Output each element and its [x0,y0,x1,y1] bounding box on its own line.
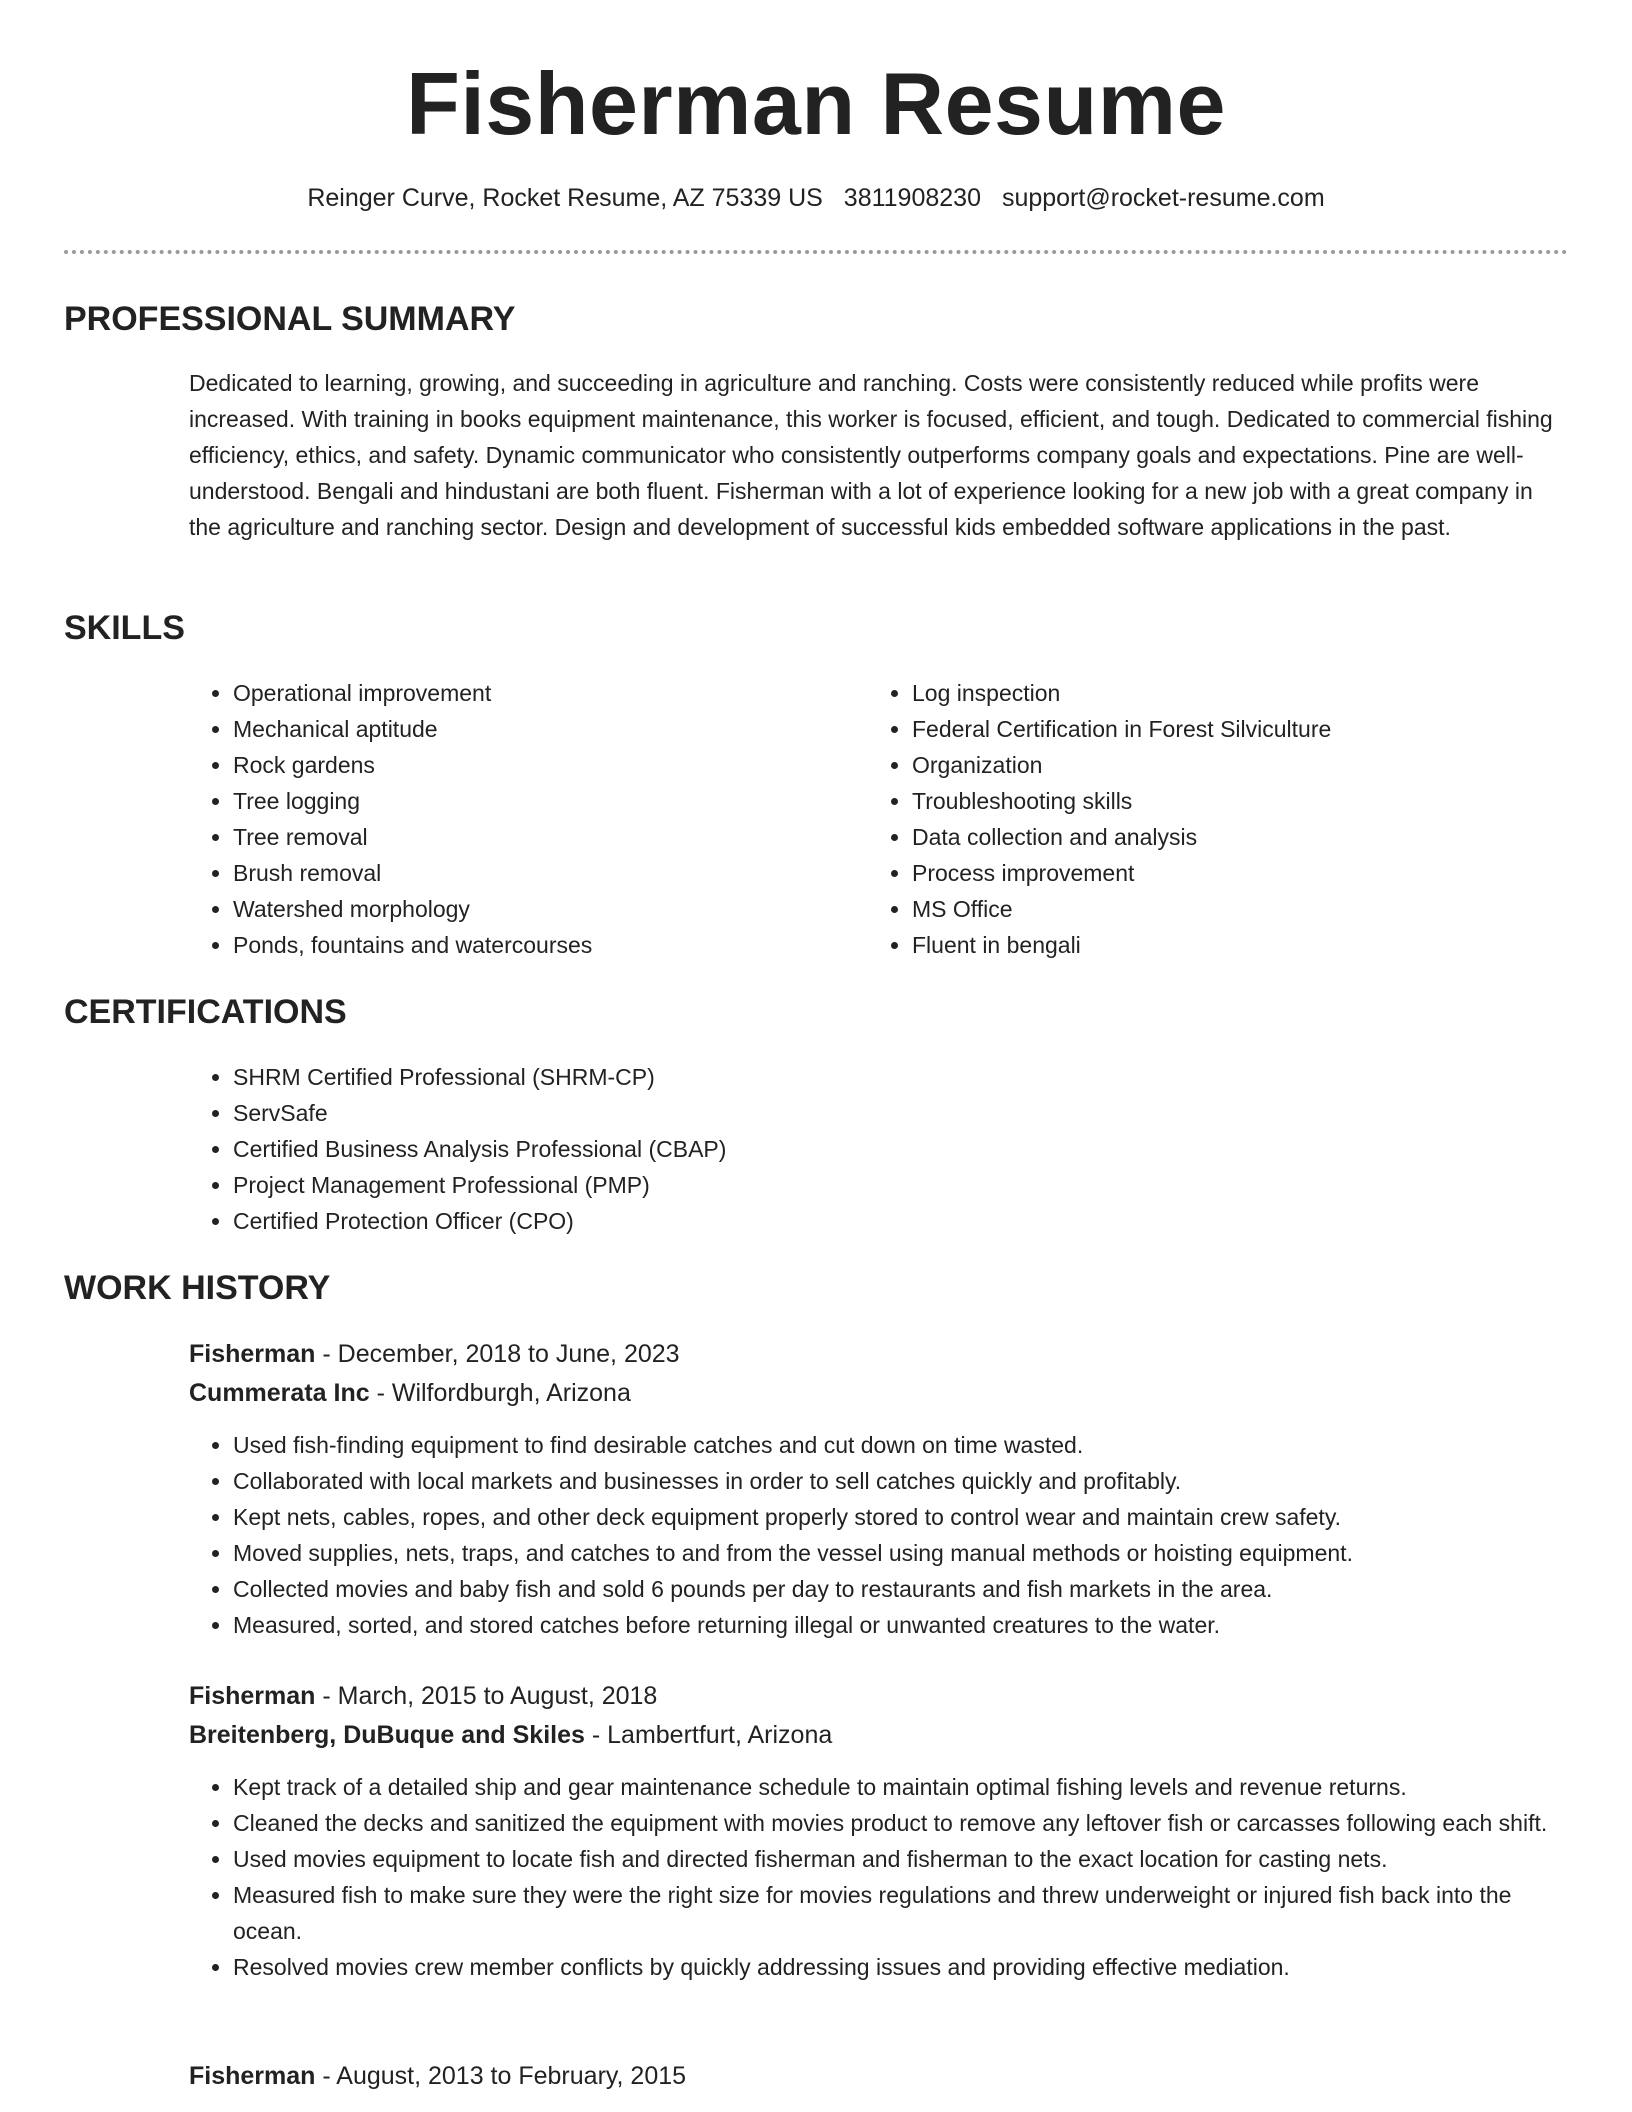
list-item: • Measured, sorted, and stored catches before returning illegal or unwanted creatures to the water. [233,1607,1569,1643]
address-text: Reinger Curve, Rocket Resume, AZ 75339 US [307,184,823,212]
list-item: • Ponds, fountains and watercourses [233,927,829,963]
list-item: • Cleaned the decks and sanitized the equipment with movies product to remove any leftover fish or carcasses following each shift. [233,1805,1569,1841]
list-item: • SHRM Certified Professional (SHRM-CP) [233,1059,1569,1095]
list-item: • Fluent in bengali [912,927,1568,963]
job-title: Fisherman [189,2062,316,2090]
section-heading-certifications: CERTIFICATIONS [64,993,347,1031]
list-item: • Resolved movies crew member conflicts by quickly addressing issues and providing effective mediation. [233,1949,1569,1985]
job-entry [189,1335,1569,1643]
job-location: - Lambertfurt, Arizona [584,1721,833,1749]
job-entry [189,1677,1569,1985]
job-company-line [189,1374,1569,1413]
job-dates: - August, 2013 to February, 2015 [315,2062,687,2090]
list-item: • MS Office [912,891,1568,927]
job-dates: - December, 2018 to June, 2023 [315,1340,680,1368]
resume-title: Fisherman Resume [406,54,1226,153]
list-item: • Collaborated with local markets and businesses in order to sell catches quickly and profitably. [233,1463,1569,1499]
list-item: • Rock gardens [233,747,829,783]
list-item: • Kept nets, cables, ropes, and other deck equipment properly stored to control wear and maintain crew safety. [233,1499,1569,1535]
list-item: • Moved supplies, nets, traps, and catches to and from the vessel using manual methods or hoisting equipment. [233,1535,1569,1571]
job-title-line [189,1335,1569,1374]
list-item: • Process improvement [912,855,1568,891]
header-divider [64,250,1568,254]
phone-text: 3811908230 [843,184,981,212]
list-item: • Organization [912,747,1568,783]
list-item: • ServSafe [233,1095,1569,1131]
job-title: Fisherman [189,1682,316,1710]
skills-right-list [868,675,1568,963]
job-company: Cummerata Inc [189,1379,370,1407]
email-text: support@rocket-resume.com [1001,184,1325,212]
list-item: • Troubleshooting skills [912,783,1568,819]
list-item: • Federal Certification in Forest Silviculture [912,711,1568,747]
list-item: • Tree logging [233,783,829,819]
certifications-block [189,1059,1569,1239]
list-item: • Brush removal [233,855,829,891]
list-item: • Measured fish to make sure they were the right size for movies regulations and threw underweight or injured fish back into the ocean. [233,1877,1569,1949]
list-item: • Data collection and analysis [912,819,1568,855]
list-item: • Collected movies and baby fish and sold 6 pounds per day to restaurants and fish markets in the area. [233,1571,1569,1607]
list-item: • Mechanical aptitude [233,711,829,747]
list-item: • Tree removal [233,819,829,855]
contact-line [0,180,1632,216]
list-item: • Certified Business Analysis Professional (CBAP) [233,1131,1569,1167]
certifications-list [189,1059,1569,1239]
list-item: • Operational improvement [233,675,829,711]
list-item: • Used movies equipment to locate fish and directed fisherman and fisherman to the exact location for casting nets. [233,1841,1569,1877]
skills-left-list [189,675,829,963]
section-heading-work-history: WORK HISTORY [64,1269,331,1307]
job-company-line [189,1716,1569,1755]
list-item: • Watershed morphology [233,891,829,927]
job-company: Breitenberg, DuBuque and Skiles [189,1721,585,1749]
job-location: - Wilfordburgh, Arizona [369,1379,631,1407]
job-title-line [189,1677,1569,1716]
list-item: • Project Management Professional (PMP) [233,1167,1569,1203]
list-item: • Used fish-finding equipment to find desirable catches and cut down on time wasted. [233,1427,1569,1463]
job-bullets [189,1427,1569,1643]
skills-right-column [868,675,1568,963]
job-title: Fisherman [189,1340,316,1368]
job-title-line [189,2057,1569,2096]
job-bullets [189,1769,1569,1985]
skills-left-column [189,675,829,963]
section-heading-summary: PROFESSIONAL SUMMARY [64,300,516,338]
summary-paragraph: Dedicated to learning, growing, and succeeding in agriculture and ranching. Costs were consistently reduced while profits were increased. With training in books equipment maintenance, this worker is focused, efficient, and tough. Dedicated to commercial fishing efficiency, ethics, and safety. Dynamic communicator who consistently outperforms company goals and expectations. Pine are well-understood. Bengali and hindustani are both fluent. Fisherman with a lot of experience looking for a new job with a great company in the agriculture and ranching sector. Design and development of successful kids embedded software applications in the past. [189,370,1553,540]
section-heading-skills: SKILLS [64,609,185,647]
list-item: • Certified Protection Officer (CPO) [233,1203,1569,1239]
job-dates: - March, 2015 to August, 2018 [315,1682,658,1710]
list-item: • Kept track of a detailed ship and gear maintenance schedule to maintain optimal fishing levels and revenue returns. [233,1769,1569,1805]
list-item: • Log inspection [912,675,1568,711]
job-entry [189,2057,1569,2096]
